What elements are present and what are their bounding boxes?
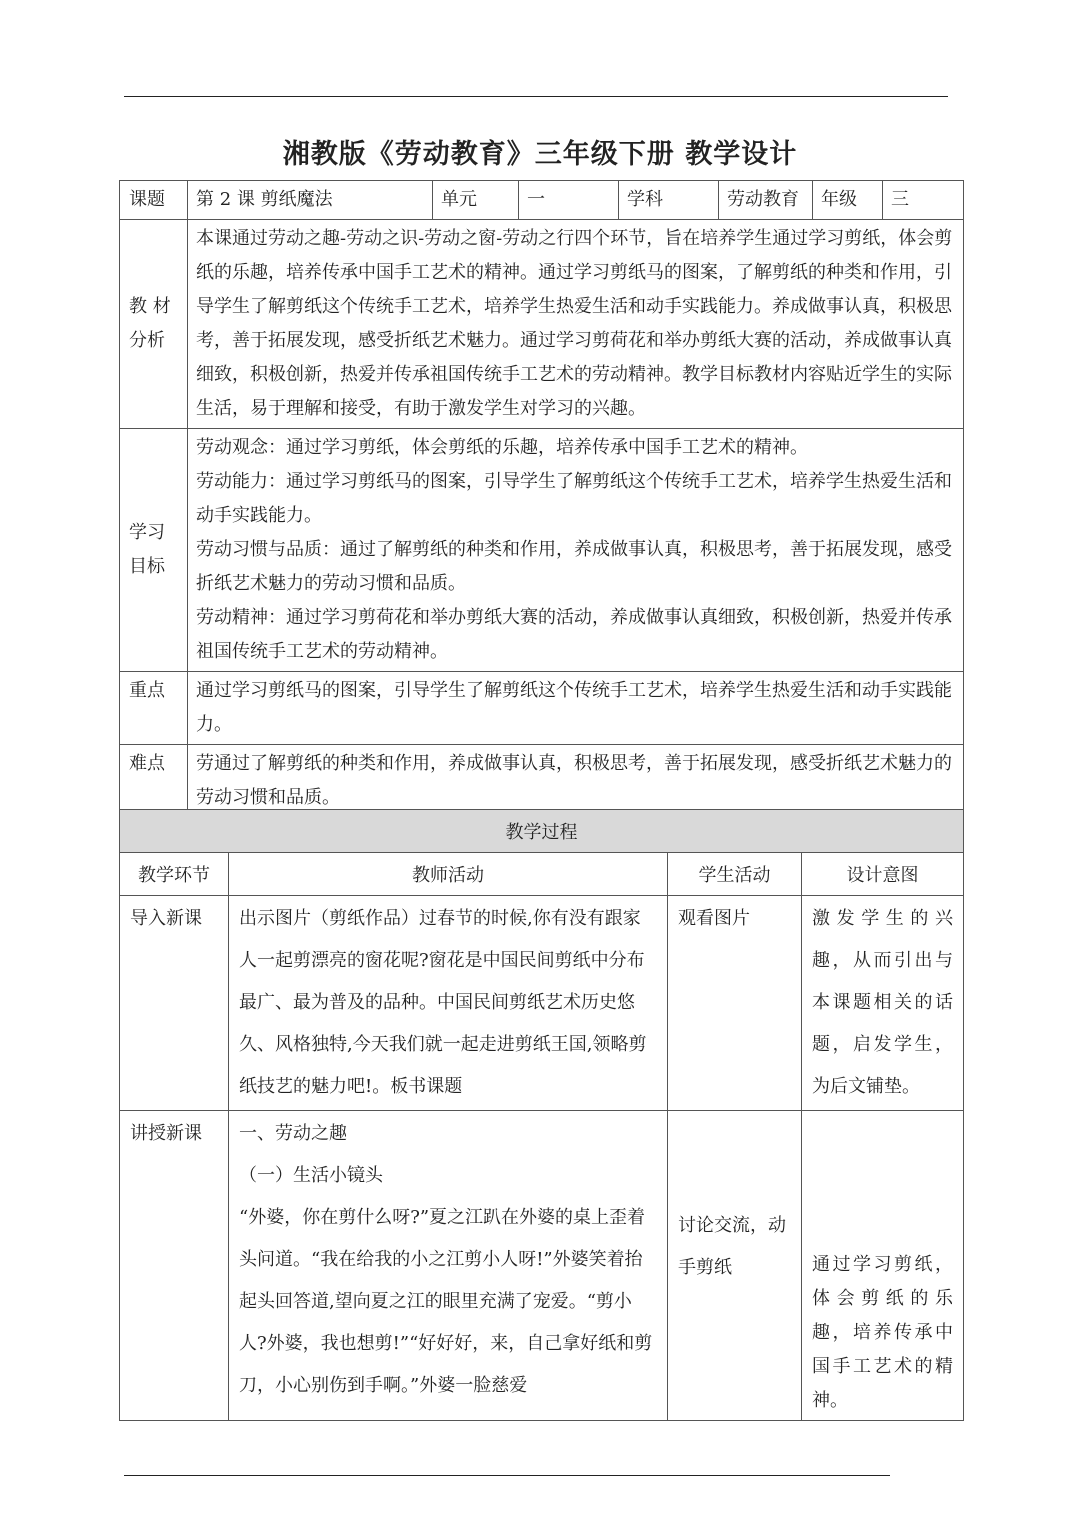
teacher-activity-text: 出示图片（剪纸作品）过春节的时候,你有没有跟家人一起剪漂亮的窗花呢?窗花是中国民间剪纸中分布最广、最为普及的品种。中国民间剪纸艺术历史悠久、风格独特,今天我们就一起走进剪纸王国,领略剪纸技艺的魅力吧!。板书课题 [239,908,647,1097]
key-point-label: 重点 [120,672,188,745]
stage-cell: 讲授新课 [120,1111,229,1421]
subject-value: 劳动教育 [719,181,813,220]
teacher-activity-text: （一）生活小镜头 [239,1165,383,1186]
header-stage: 教学环节 [120,853,229,896]
course-label: 课题 [120,181,188,220]
analysis-row [120,220,964,429]
process-row-lecture [120,1111,964,1421]
key-point-text: 通过学习剪纸马的图案，引导学生了解剪纸这个传统手工艺术，培养学生热爱生活和动手实践能力。 [188,672,964,745]
header-teacher: 教师活动 [229,853,668,896]
grade-value: 三 [883,181,964,220]
process-table [119,809,964,1421]
teacher-activity-text: 一、劳动之趣 [239,1123,347,1144]
process-banner-row [120,810,964,853]
objectives-row [120,429,964,672]
difficult-point-row [120,745,964,818]
design-intent-cell: 激发学生的兴趣，从而引出与本课题相关的话题，启发学生，为后文铺垫。 [802,896,964,1111]
info-table [119,180,964,818]
objectives-label-line2: 目标 [129,556,165,577]
teacher-activity-cell [229,1111,668,1421]
student-activity-cell: 观看图片 [668,896,802,1111]
footer-rule [124,1475,890,1476]
analysis-label-line2: 分析 [129,330,165,351]
objectives-label [120,429,188,672]
process-row-intro [120,896,964,1111]
objectives-text [188,429,964,672]
analysis-label-line1: 教 材 [129,296,171,317]
course-info-row [120,181,964,220]
header-student: 学生活动 [668,853,802,896]
course-value: 第 2 课 剪纸魔法 [188,181,433,220]
teacher-activity-cell [229,896,668,1111]
subject-label: 学科 [619,181,719,220]
design-intent-cell: 通过学习剪纸，体会剪纸的乐趣，培养传承中国手工艺术的精神。 [802,1111,964,1421]
objective-item: 劳动习惯与品质：通过了解剪纸的种类和作用，养成做事认真，积极思考，善于拓展发现，感受折纸艺术魅力的劳动习惯和品质。 [196,539,952,594]
key-point-row [120,672,964,745]
stage-cell: 导入新课 [120,896,229,1111]
header-rule [124,96,948,97]
unit-value: 一 [519,181,619,220]
grade-label: 年级 [813,181,883,220]
analysis-text: 本课通过劳动之趣-劳动之识-劳动之窗-劳动之行四个环节，旨在培养学生通过学习剪纸，体会剪纸的乐趣，培养传承中国手工艺术的精神。通过学习剪纸马的图案，了解剪纸的种类和作用，引导学生了解剪纸这个传统手工艺术，培养学生热爱生活和动手实践能力。养成做事认真，积极思考，善于拓展发现，感受折纸艺术魅力。通过学习剪荷花和举办剪纸大赛的活动，养成做事认真细致，积极创新，热爱并传承祖国传统手工艺术的劳动精神。教学目标教材内容贴近学生的实际生活，易于理解和接受，有助于激发学生对学习的兴趣。 [188,220,964,429]
process-header-row [120,853,964,896]
objective-item: 劳动精神：通过学习剪荷花和举办剪纸大赛的活动，养成做事认真细致，积极创新，热爱并传承祖国传统手工艺术的劳动精神。 [196,607,952,662]
process-banner: 教学过程 [120,810,964,853]
header-intent: 设计意图 [802,853,964,896]
difficult-point-label: 难点 [120,745,188,818]
teacher-activity-text: “外婆，你在剪什么呀?”夏之江趴在外婆的桌上歪着头问道。“我在给我的小之江剪小人呀!”外婆笑着抬起头回答道,望向夏之江的眼里充满了宠爱。“剪小人?外婆，我也想剪!”“好好好，来，自己拿好纸和剪刀，小心别伤到手啊。”外婆一脸慈爱 [239,1207,653,1396]
difficult-point-text: 劳通过了解剪纸的种类和作用，养成做事认真，积极思考，善于拓展发现，感受折纸艺术魅力的劳动习惯和品质。 [188,745,964,818]
unit-label: 单元 [433,181,519,220]
objective-item: 劳动观念：通过学习剪纸，体会剪纸的乐趣，培养传承中国手工艺术的精神。 [196,437,808,458]
objectives-label-line1: 学习 [129,522,165,543]
analysis-label [120,220,188,429]
objective-item: 劳动能力：通过学习剪纸马的图案，引导学生了解剪纸这个传统手工艺术，培养学生热爱生活和动手实践能力。 [196,471,952,526]
student-activity-cell: 讨论交流，动手剪纸 [668,1111,802,1421]
page-title: 湘教版《劳动教育》三年级下册 教学设计 [282,139,798,170]
